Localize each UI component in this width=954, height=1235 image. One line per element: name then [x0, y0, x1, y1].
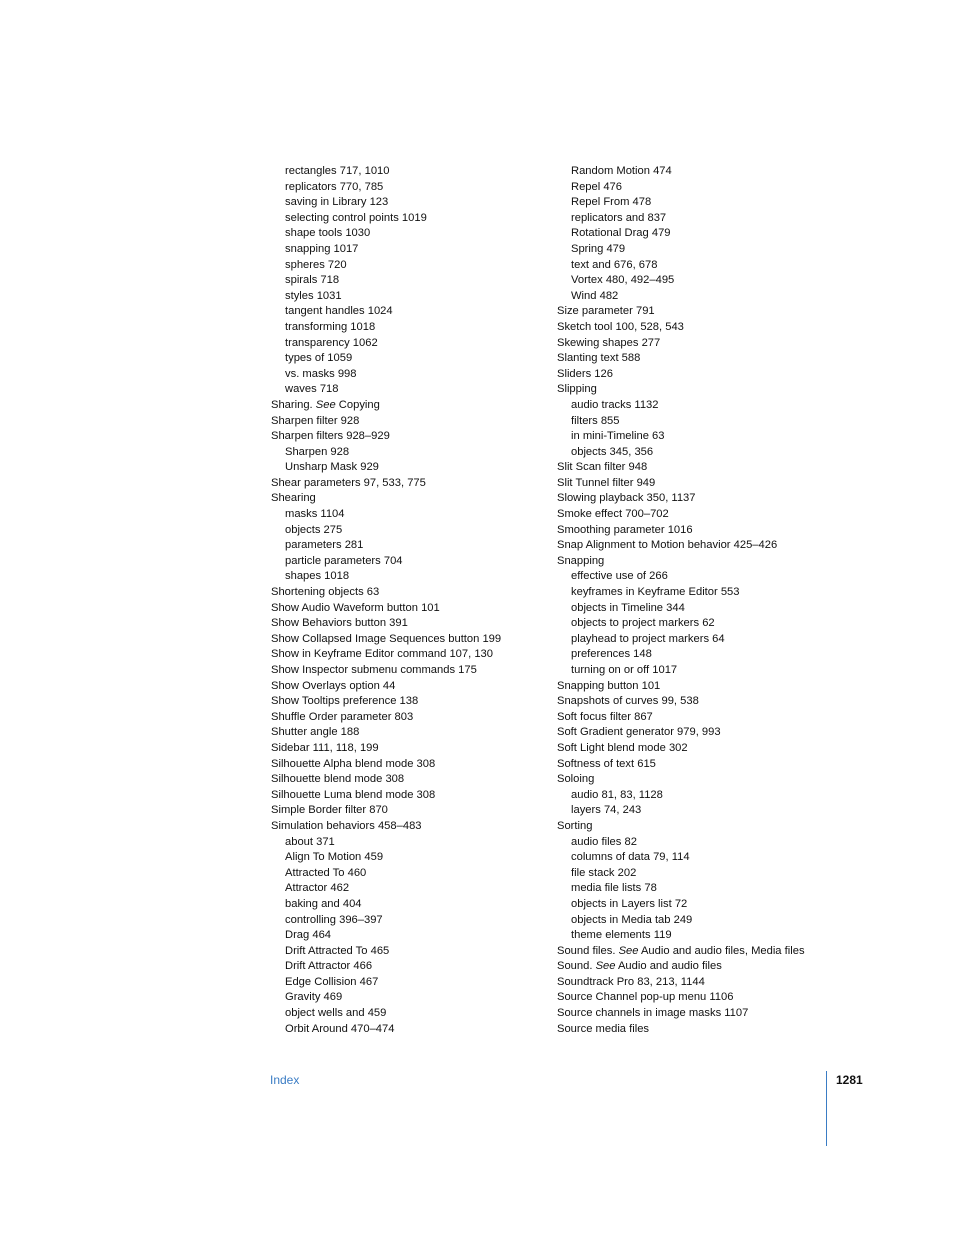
index-subentry: media file lists 78 [571, 882, 657, 895]
index-subentry: Align To Motion 459 [285, 851, 384, 864]
index-entry: Snapping [557, 554, 605, 567]
index-subentry: about 371 [285, 835, 335, 848]
index-entry: Shear parameters 97, 533, 775 [271, 476, 426, 489]
index-subentry: selecting control points 1019 [285, 211, 427, 224]
index-subentry: Wind 482 [571, 289, 619, 302]
index-subentry: tangent handles 1024 [285, 305, 393, 318]
index-entry: Smoothing parameter 1016 [557, 523, 693, 536]
index-entry: Source media files [557, 1022, 650, 1035]
index-entry: Simulation behaviors 458–483 [271, 819, 422, 832]
index-subentry: waves 718 [285, 383, 339, 396]
index-subentry: text and 676, 678 [571, 258, 658, 271]
index-entry: Slowing playback 350, 1137 [557, 492, 696, 505]
index-entry: Sliders 126 [557, 367, 613, 380]
index-subentry: transparency 1062 [285, 336, 378, 349]
index-subentry: saving in Library 123 [285, 196, 389, 209]
index-entry: Soft focus filter 867 [557, 710, 653, 723]
index-subentry: objects to project markers 62 [571, 617, 715, 630]
index-subentry: audio files 82 [571, 835, 637, 848]
index-subentry: spirals 718 [285, 274, 340, 287]
index-subentry: rectangles 717, 1010 [285, 165, 390, 177]
index-subentry: Attractor 462 [285, 882, 350, 895]
index-entry: Slipping [557, 383, 597, 396]
index-entry: Slit Tunnel filter 949 [557, 476, 656, 489]
index-entry: Soft Gradient generator 979, 993 [557, 726, 721, 739]
index-subentry: objects in Media tab 249 [571, 913, 693, 926]
index-entry: Show Inspector submenu commands 175 [271, 664, 477, 676]
index-subentry: Gravity 469 [285, 991, 343, 1004]
index-subentry: Unsharp Mask 929 [285, 461, 379, 474]
index-subentry: shape tools 1030 [285, 227, 371, 240]
index-entry: Sharpen filter 928 [271, 414, 360, 427]
index-subentry: baking and 404 [285, 897, 362, 910]
index-entry: Sharpen filters 928–929 [271, 430, 390, 443]
index-entry: Softness of text 615 [557, 757, 656, 770]
index-entry: Simple Border filter 870 [271, 804, 388, 817]
index-entry: Silhouette Alpha blend mode 308 [271, 757, 436, 770]
index-entry: Size parameter 791 [557, 305, 655, 318]
index-entry: Shuffle Order parameter 803 [271, 710, 414, 723]
index-entry: Sorting [557, 819, 593, 832]
index-subentry: Drag 464 [285, 929, 332, 942]
index-entry: Shortening objects 63 [271, 586, 380, 599]
index-subentry: types of 1059 [285, 352, 353, 365]
index-entry: Soloing [557, 773, 595, 786]
index-entry: Show Collapsed Image Sequences button 199 [271, 632, 502, 645]
index-entry: Shutter angle 188 [271, 726, 360, 739]
index-subentry: styles 1031 [285, 289, 342, 302]
index-entry: Show Tooltips preference 138 [271, 695, 419, 708]
index-subentry: Random Motion 474 [571, 165, 672, 177]
index-subentry: preferences 148 [571, 648, 652, 661]
index-subentry: Rotational Drag 479 [571, 227, 671, 240]
page-number: 1281 [836, 1073, 863, 1087]
index-subentry: Drift Attractor 466 [285, 960, 373, 973]
index-subentry: Drift Attracted To 465 [285, 944, 390, 957]
index-entry: Silhouette Luma blend mode 308 [271, 788, 436, 801]
index-subentry: file stack 202 [571, 866, 637, 879]
index-column-right [557, 164, 827, 1037]
index-subentry: snapping 1017 [285, 242, 359, 255]
index-entry: Source channels in image masks 1107 [557, 1007, 749, 1020]
index-subentry: replicators and 837 [571, 211, 667, 224]
index-entry: Show Audio Waveform button 101 [271, 601, 440, 614]
index-subentry: controlling 396–397 [285, 913, 383, 926]
index-subentry: Edge Collision 467 [285, 975, 379, 988]
index-subentry: keyframes in Keyframe Editor 553 [571, 586, 740, 599]
index-subentry: in mini-Timeline 63 [571, 430, 665, 443]
index-subentry: turning on or off 1017 [571, 664, 678, 676]
index-subentry: audio tracks 1132 [571, 398, 659, 411]
index-entry: Skewing shapes 277 [557, 336, 661, 349]
footer-section-label: Index [270, 1073, 300, 1087]
index-subentry: Repel From 478 [571, 196, 652, 209]
index-subentry: masks 1104 [285, 508, 345, 521]
index-entry: Slit Scan filter 948 [557, 461, 648, 474]
index-entry: Snapshots of curves 99, 538 [557, 695, 699, 708]
index-entry: Slanting text 588 [557, 352, 641, 365]
index-subentry: layers 74, 243 [571, 804, 642, 817]
index-subentry: Sharpen 928 [285, 445, 350, 458]
index-subentry: objects 345, 356 [571, 445, 654, 458]
index-subentry: theme elements 119 [571, 929, 672, 942]
index-subentry: vs. masks 998 [285, 367, 357, 380]
index-subentry: effective use of 266 [571, 570, 668, 583]
index-entry: Show in Keyframe Editor command 107, 130 [271, 648, 494, 661]
index-subentry: parameters 281 [285, 539, 364, 552]
index-subentry: objects in Layers list 72 [571, 897, 688, 910]
index-subentry: audio 81, 83, 1128 [571, 788, 663, 801]
index-subentry: particle parameters 704 [285, 554, 403, 567]
index-entry: Sharing. See Copying [271, 398, 380, 411]
index-entry: Soundtrack Pro 83, 213, 1144 [557, 975, 705, 988]
index-subentry: Attracted To 460 [285, 866, 367, 879]
index-entry: Show Overlays option 44 [271, 679, 396, 692]
index-entry: Snap Alignment to Motion behavior 425–426 [557, 539, 778, 552]
index-subentry: playhead to project markers 64 [571, 632, 725, 645]
index-subentry: Vortex 480, 492–495 [571, 274, 675, 287]
index-subentry: spheres 720 [285, 258, 347, 271]
index-subentry: replicators 770, 785 [285, 180, 384, 193]
index-subentry: filters 855 [571, 414, 620, 427]
index-subentry: transforming 1018 [285, 320, 376, 333]
index-entry: Show Behaviors button 391 [271, 617, 408, 630]
index-subentry: Repel 476 [571, 180, 623, 193]
footer-divider [826, 1071, 827, 1146]
index-entry: Sound files. See Audio and audio files, Media files [557, 944, 805, 957]
index-entry: Shearing [271, 492, 316, 505]
index-subentry: Orbit Around 470–474 [285, 1022, 395, 1035]
index-entry: Smoke effect 700–702 [557, 508, 669, 521]
index-subentry: columns of data 79, 114 [571, 851, 690, 864]
index-entry: Snapping button 101 [557, 679, 661, 692]
index-subentry: shapes 1018 [285, 570, 350, 583]
index-subentry: objects in Timeline 344 [571, 601, 685, 614]
index-entry: Sidebar 111, 118, 199 [271, 741, 379, 754]
index-entry: Soft Light blend mode 302 [557, 741, 688, 754]
index-entry: Sketch tool 100, 528, 543 [557, 320, 684, 333]
index-subentry: Spring 479 [571, 242, 626, 255]
index-subentry: object wells and 459 [285, 1007, 387, 1020]
index-column-left [271, 164, 541, 1037]
index-subentry: objects 275 [285, 523, 343, 536]
index-entry: Source Channel pop-up menu 1106 [557, 991, 734, 1004]
index-entry: Silhouette blend mode 308 [271, 773, 405, 786]
index-entry: Sound. See Audio and audio files [557, 960, 722, 973]
